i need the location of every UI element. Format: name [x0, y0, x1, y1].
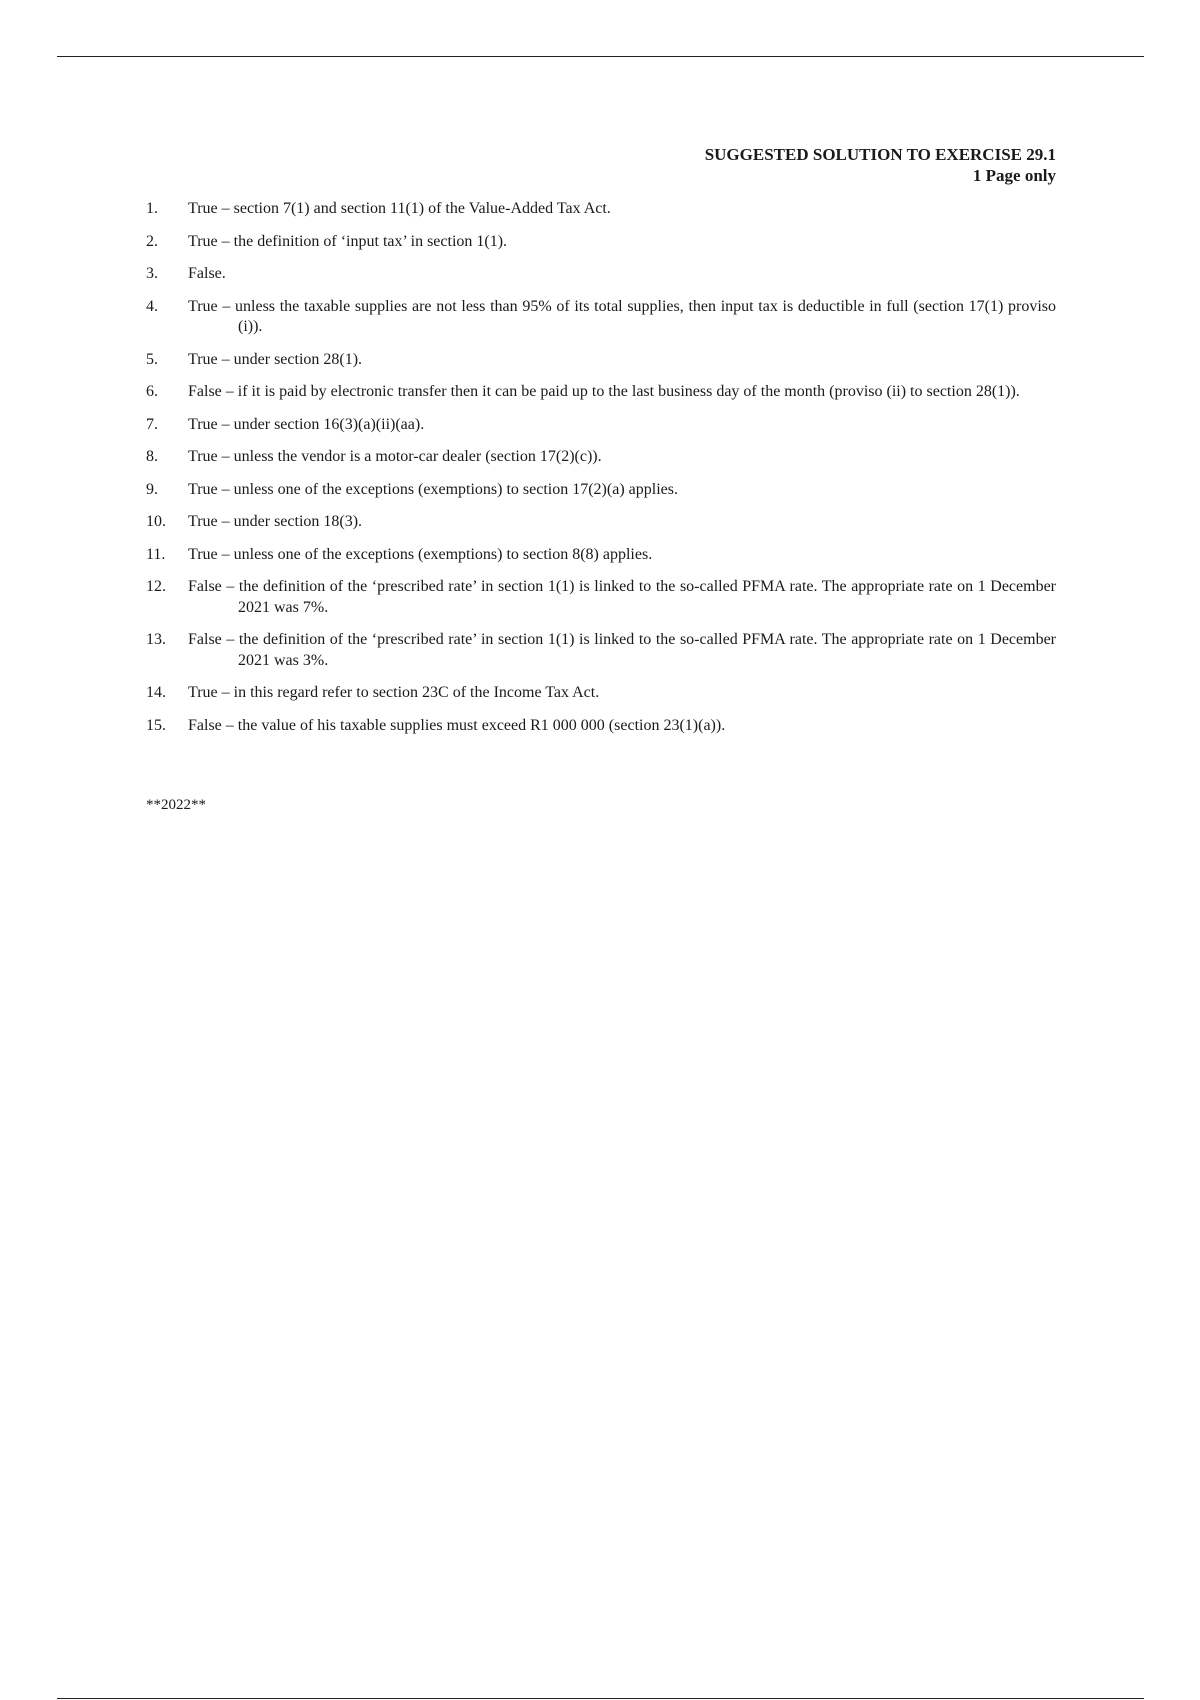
item-text: True – unless one of the exceptions (exemptions) to section 17(2)(a) applies. — [188, 480, 678, 498]
item-text: True – unless the taxable supplies are not less than 95% of its total supplies, then input tax is deductible in full (section 17(1) proviso (i)). — [188, 297, 1056, 335]
item-number: 4. — [146, 297, 158, 315]
item-text: True – under section 16(3)(a)(ii)(aa). — [188, 415, 425, 433]
item-text: True – unless one of the exceptions (exemptions) to section 8(8) applies. — [188, 545, 653, 563]
page-title: SUGGESTED SOLUTION TO EXERCISE 29.1 — [704, 145, 1056, 164]
item-number: 11. — [146, 545, 166, 563]
top-rule — [57, 56, 1144, 57]
item-text: False – if it is paid by electronic transfer then it can be paid up to the last business day of the month (proviso (ii) to section 28(1)). — [188, 383, 1020, 400]
item-number: 12. — [146, 578, 166, 595]
item-text: True – unless the vendor is a motor-car dealer (section 17(2)(c)). — [188, 448, 602, 465]
list-item — [146, 232, 1056, 253]
item-number: 9. — [146, 480, 158, 498]
item-number: 10. — [146, 513, 166, 530]
list-item — [146, 382, 1056, 403]
answer-list — [146, 199, 1056, 736]
list-item — [146, 297, 1056, 338]
list-item — [146, 480, 1056, 501]
item-text: False – the definition of the ‘prescribed rate’ in section 1(1) is linked to the so-called PFMA rate. The appropriate rate on 1 December 2021 was 3%. — [188, 631, 1056, 669]
year-note: **2022** — [146, 797, 206, 813]
list-item — [146, 447, 1056, 468]
list-item — [146, 630, 1056, 671]
item-number: 6. — [146, 383, 158, 400]
item-text: True – section 7(1) and section 11(1) of the Value-Added Tax Act. — [188, 200, 611, 217]
list-item — [146, 199, 1056, 220]
list-item — [146, 415, 1056, 436]
item-number: 5. — [146, 350, 158, 368]
item-text: True – under section 18(3). — [188, 513, 363, 530]
page-subtitle: 1 Page only — [972, 166, 1056, 185]
list-item — [146, 545, 1056, 566]
item-number: 1. — [146, 200, 158, 217]
bottom-rule — [57, 1698, 1144, 1699]
item-text: False – the definition of the ‘prescribed rate’ in section 1(1) is linked to the so-called PFMA rate. The appropriate rate on 1 December 2021 was 7%. — [188, 578, 1056, 616]
item-number: 15. — [146, 716, 166, 734]
item-text: True – under section 28(1). — [188, 350, 363, 368]
list-item — [146, 350, 1056, 371]
list-item — [146, 716, 1056, 737]
item-number: 8. — [146, 448, 158, 465]
item-number: 14. — [146, 684, 166, 701]
item-text: True – the definition of ‘input tax’ in section 1(1). — [188, 232, 508, 250]
item-text: True – in this regard refer to section 23C of the Income Tax Act. — [188, 684, 600, 701]
item-text: False. — [188, 265, 226, 282]
page-header — [705, 144, 1056, 186]
item-text: False – the value of his taxable supplies must exceed R1 000 000 (section 23(1)(a)). — [188, 716, 726, 734]
item-number: 2. — [146, 232, 158, 250]
list-item — [146, 512, 1056, 533]
list-item — [146, 264, 1056, 285]
list-item — [146, 577, 1056, 618]
item-number: 3. — [146, 265, 158, 282]
item-number: 7. — [146, 415, 158, 433]
list-item — [146, 683, 1056, 704]
item-number: 13. — [146, 631, 166, 648]
